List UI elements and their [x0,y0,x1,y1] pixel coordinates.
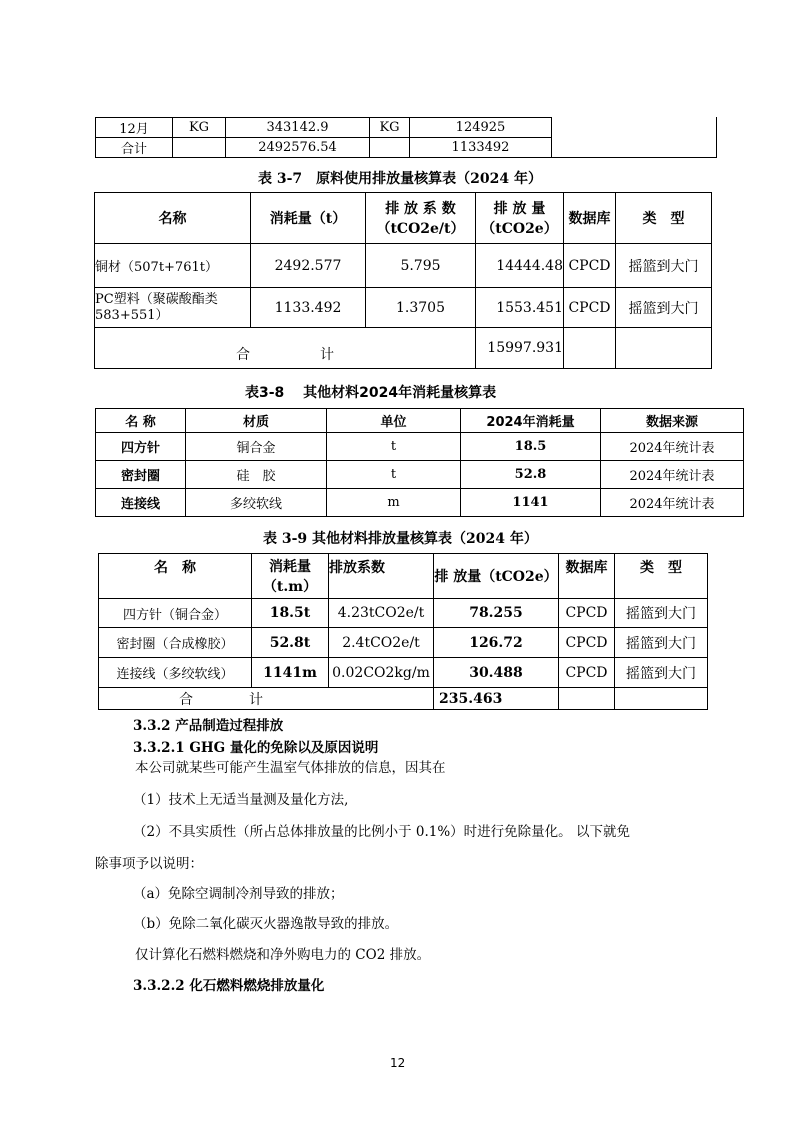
table-cell: 2.4tCO2e/t [329,628,434,658]
table-cell: CPCD [564,288,616,328]
table-row [96,489,744,517]
table-header-row [96,409,744,433]
table-cell [173,138,226,158]
table-cell: 1133.492 [251,288,366,328]
table-cell: 30.488 [434,658,559,688]
table-header-cell: 消耗量（t） [251,193,366,244]
table-cell: 2492.577 [251,244,366,288]
table-row [96,461,744,489]
table-row [95,288,712,328]
table-cell: 1133492 [410,138,552,158]
table-cell: 摇篮到大门 [615,628,708,658]
table-cell: 18.5t [252,599,329,628]
table-header-cell: 消耗量（t.m） [252,554,329,599]
table-cell: 密封圈 [96,461,186,489]
table-row [99,658,708,688]
table-header-cell: 排放系数 [329,554,434,599]
table-cell: 多绞软线 [186,489,327,517]
table-cell [616,328,712,369]
table-cell: 铜材（507t+761t） [95,244,251,288]
table-cell [615,688,708,710]
table-header-cell: 数据库 [559,554,615,599]
paragraph: 仅计算化石燃料燃烧和净外购电力的 CO2 排放。 [135,947,431,963]
table-total-row [99,688,708,710]
paragraph: 本公司就某些可能产生温室气体排放的信息，因其在 [135,760,446,776]
table-cell: 连接线（多绞软线） [99,658,252,688]
table-row [95,244,712,288]
table-cell: 摇篮到大门 [615,658,708,688]
table-cell: 连接线 [96,489,186,517]
paragraph: （1）技术上无适当量测及量化方法, [133,792,349,808]
table-row [96,118,552,138]
table-header-cell: 名 称 [99,554,252,599]
table-header-cell: 单位 [327,409,461,433]
table-row [99,628,708,658]
table-cell: 4.23tCO2e/t [329,599,434,628]
table-3-8-caption: 表3-8 其他材料2024年消耗量核算表 [245,385,497,401]
table-cell: 四方针 [96,433,186,461]
table-cell: CPCD [564,244,616,288]
table-header-cell: 排 放量（tCO2e） [434,554,559,599]
table-cell: t [327,433,461,461]
section-heading-3-3-2-1: 3.3.2.1 GHG 量化的免除以及原因说明 [133,740,379,756]
page-number: 12 [390,1056,406,1070]
paragraph: （a）免除空调制冷剂导致的排放； [133,886,344,902]
section-heading-3-3-2: 3.3.2 产品制造过程排放 [133,718,284,734]
table-cell: 四方针（铜合金） [99,599,252,628]
table-cell: 124925 [410,118,552,138]
table-cell: 密封圈（合成橡胶） [99,628,252,658]
table-cell: 2024年统计表 [601,461,744,489]
paragraph: 除事项予以说明： [95,856,203,872]
paragraph: （b）免除二氧化碳灭火器逸散导致的排放。 [133,916,399,932]
table-cell: 0.02CO2kg/m [329,658,434,688]
table-3-9 [98,553,708,710]
table-cell: CPCD [559,658,615,688]
table-total-row [95,328,712,369]
table-right-border [716,117,717,158]
table-cell: 1553.451 [476,288,564,328]
table-cell: 343142.9 [226,118,370,138]
table-header-cell: 类 型 [615,554,708,599]
table-3-7-caption: 表 3-7 原料使用排放量核算表（2024 年） [258,171,543,187]
table-header-cell: 2024年消耗量 [461,409,601,433]
table-cell: 摇篮到大门 [616,288,712,328]
table-3-8 [95,408,744,517]
table-cell: 铜合金 [186,433,327,461]
table-header-row [99,554,708,599]
total-label: 合 计 [99,688,434,710]
total-label: 合 计 [95,328,476,369]
table-cell: 126.72 [434,628,559,658]
table-cell: t [327,461,461,489]
table-header-row [95,193,712,244]
table-row [96,138,552,158]
table-header-cell: 材质 [186,409,327,433]
table-row [99,599,708,628]
table-cell: PC塑料（聚碳酸酯类583+551） [95,288,251,328]
section-heading-3-3-2-2: 3.3.2.2 化石燃料燃烧排放量化 [133,978,325,994]
table-cell: CPCD [559,628,615,658]
table-header-cell: 数据库 [564,193,616,244]
table-cell: m [327,489,461,517]
table-cell: 78.255 [434,599,559,628]
table-right-border [549,157,717,158]
paragraph: （2）不具实质性（所占总体排放量的比例小于 0.1%）时进行免除量化。 以下就免 [133,824,630,840]
table-cell: 摇篮到大门 [615,599,708,628]
table-3-9-caption: 表 3-9 其他材料排放量核算表（2024 年） [263,531,538,547]
table-header-cell: 类 型 [616,193,712,244]
total-value: 15997.931 [476,328,564,369]
total-value: 235.463 [434,688,559,710]
table-cell: 52.8t [252,628,329,658]
table-cell [370,138,410,158]
table-header-cell: 名 称 [96,409,186,433]
table-cell: 2492576.54 [226,138,370,158]
table-cell: 1.3705 [366,288,476,328]
table-cell: 合计 [96,138,173,158]
table-cell: 2024年统计表 [601,489,744,517]
table-cell [559,688,615,710]
table-header-cell: 排 放 系 数（tCO2e/t） [366,193,476,244]
table-header-cell: 排 放 量（tCO2e） [476,193,564,244]
table-cell: 1141 [461,489,601,517]
table-cell: CPCD [559,599,615,628]
table-cell: 摇篮到大门 [616,244,712,288]
table-cell: 12月 [96,118,173,138]
table-header-cell: 名称 [95,193,251,244]
table-3-7 [94,192,712,369]
table-cell: 1141m [252,658,329,688]
table-cell: 5.795 [366,244,476,288]
table-cell: 18.5 [461,433,601,461]
table-header-cell: 数据来源 [601,409,744,433]
monthly-table [95,117,552,158]
table-cell: 14444.48 [476,244,564,288]
table-cell [564,328,616,369]
table-cell: 52.8 [461,461,601,489]
table-cell: KG [173,118,226,138]
table-row [96,433,744,461]
table-cell: 2024年统计表 [601,433,744,461]
table-cell: 硅 胶 [186,461,327,489]
table-cell: KG [370,118,410,138]
